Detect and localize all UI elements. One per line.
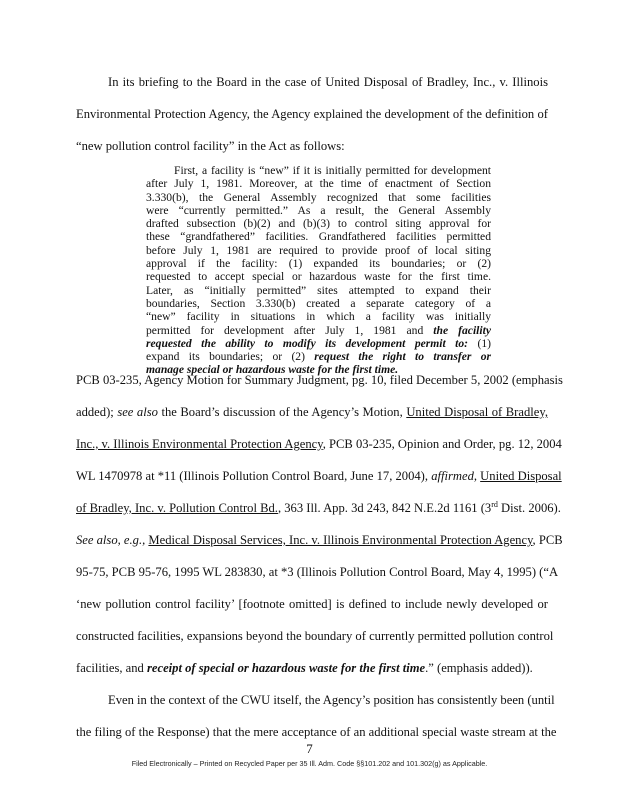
- signal-see-also: see also: [117, 405, 158, 419]
- para1-line-2: [76, 106, 548, 122]
- para2-emphasis: receipt of special or hazardous waste for the first time: [147, 661, 426, 675]
- para2-line-2: [76, 404, 548, 420]
- para2-text: facilities, and: [76, 661, 144, 675]
- para2-text: constructed facilities, expansions beyond the boundary of currently permitted pollution control: [76, 629, 554, 643]
- para3-line-1: [76, 692, 555, 708]
- para2-line-9: [76, 628, 554, 644]
- quote-text: permitted for development after July 1, 1981 and: [146, 323, 424, 337]
- para2-line-1: [76, 372, 563, 388]
- quote-line: drafted subsection (b)(2) and (b)(3) to control siting approval for: [146, 217, 491, 231]
- case-name-medical-disposal: Medical Disposal Services, Inc. v. Illinois Environmental Protection Agency: [148, 533, 533, 547]
- quote-emphasis: requested the ability to modify its development permit to:: [146, 336, 469, 350]
- signal-see-also-eg: See also, e.g.,: [76, 533, 146, 547]
- quote-line: “new” facility in situations in which a facility was initially: [146, 310, 491, 324]
- case-name-pollution-control-bd: of Bradley, Inc. v. Pollution Control Bd.: [76, 501, 278, 515]
- para2-line-4: [76, 468, 562, 484]
- quote-line: boundaries, Section 3.330(b) created a separate category of a: [146, 296, 491, 310]
- para2-text: Dist. 2006).: [497, 501, 561, 515]
- page-footer: Filed Electronically – Printed on Recycled Paper per 35 Ill. Adm. Code §§101.202 and 101.302(g) as Applicable.: [131, 759, 488, 768]
- quote-emphasis: the facility: [433, 323, 491, 337]
- quote-line: these “grandfathered” facilities. Grandfathered facilities permitted: [146, 230, 491, 244]
- page-number: 7: [306, 741, 313, 756]
- para2-text: PCB 03-235, Agency Motion for Summary Judgment, pg. 10, filed December 5, 2002 (emphasis: [76, 373, 563, 387]
- quote-line: [146, 324, 491, 337]
- para2-line-7: [76, 564, 559, 580]
- quote-line: Later, as “initially permitted” sites attempted to expand their: [146, 283, 491, 297]
- para1-line-1: [76, 74, 548, 90]
- quote-line: before July 1, 1981 are required to provide proof of local siting: [146, 243, 491, 257]
- para1-line-3-text: “new pollution control facility” in the Act as follows:: [76, 139, 345, 153]
- case-name-united-disposal: United Disposal of Bradley,: [406, 405, 548, 419]
- quote-line: requested to accept special or hazardous waste for the first time.: [146, 270, 491, 284]
- para3-line-2: [76, 724, 557, 740]
- signal-affirmed: affirmed,: [431, 469, 478, 483]
- quote-line: approval if the facility: (1) expanded its boundaries; or (2): [146, 257, 491, 271]
- para2-text: , PCB: [532, 533, 563, 547]
- para2-text: added);: [76, 405, 114, 419]
- para3-text: Even in the context of the CWU itself, the Agency’s position has consistently been (until: [108, 693, 555, 707]
- para3-text: the filing of the Response) that the mere acceptance of an additional special waste stream at the: [76, 725, 557, 739]
- para2-line-8: [76, 596, 548, 612]
- para2-text: 95-75, PCB 95-76, 1995 WL 283830, at *3 (Illinois Pollution Control Board, May 4, 1995) (“A: [76, 565, 559, 579]
- para1-line-1-text: In its briefing to the Board in the case of United Disposal of Bradley, Inc., v. Illinois: [108, 75, 548, 89]
- para2-text: the Board’s discussion of the Agency’s Motion,: [161, 405, 403, 419]
- para2-text: .” (emphasis added)).: [425, 661, 533, 675]
- quote-line: [146, 337, 491, 350]
- para1-line-2-text: Environmental Protection Agency, the Agency explained the development of the definition of: [76, 107, 548, 121]
- para2-line-10: [76, 660, 548, 676]
- para2-line-3: [76, 436, 562, 452]
- quote-line: [146, 350, 491, 363]
- para2-text: ‘new pollution control facility’ [footnote omitted] is defined to include newly developed or: [76, 597, 548, 611]
- para2-text: WL 1470978 at *11 (Illinois Pollution Control Board, June 17, 2004),: [76, 469, 429, 483]
- para2-text: , PCB 03-235, Opinion and Order, pg. 12, 2004: [322, 437, 562, 451]
- quote-line: 3.330(b), the General Assembly recognized that some facilities: [146, 190, 491, 204]
- block-quote: [146, 164, 491, 377]
- case-name-united-disposal-appeal: United Disposal: [480, 469, 562, 483]
- para2-line-6: [76, 532, 563, 548]
- quote-line: after July 1, 1981. Moreover, at the time of enactment of Section: [146, 177, 491, 191]
- quote-emphasis: manage special or hazardous waste for the first time.: [146, 363, 399, 377]
- para1-line-3: [76, 138, 548, 154]
- para2-text: , 363 Ill. App. 3d 243, 842 N.E.2d 1161 (3: [277, 501, 492, 515]
- case-name-iepa: Inc., v. Illinois Environmental Protection Agency: [76, 437, 323, 451]
- quote-line: First, a facility is “new” if it is initially permitted for development: [174, 164, 491, 177]
- ordinal-superscript: rd: [491, 499, 498, 509]
- quote-emphasis: request the right to transfer or: [314, 350, 492, 364]
- quote-text: (1): [477, 336, 492, 350]
- para2-line-5: [76, 499, 561, 516]
- quote-line: were “currently permitted.” As a result, the General Assembly: [146, 203, 491, 217]
- quote-text: expand its boundaries; or (2): [146, 350, 305, 364]
